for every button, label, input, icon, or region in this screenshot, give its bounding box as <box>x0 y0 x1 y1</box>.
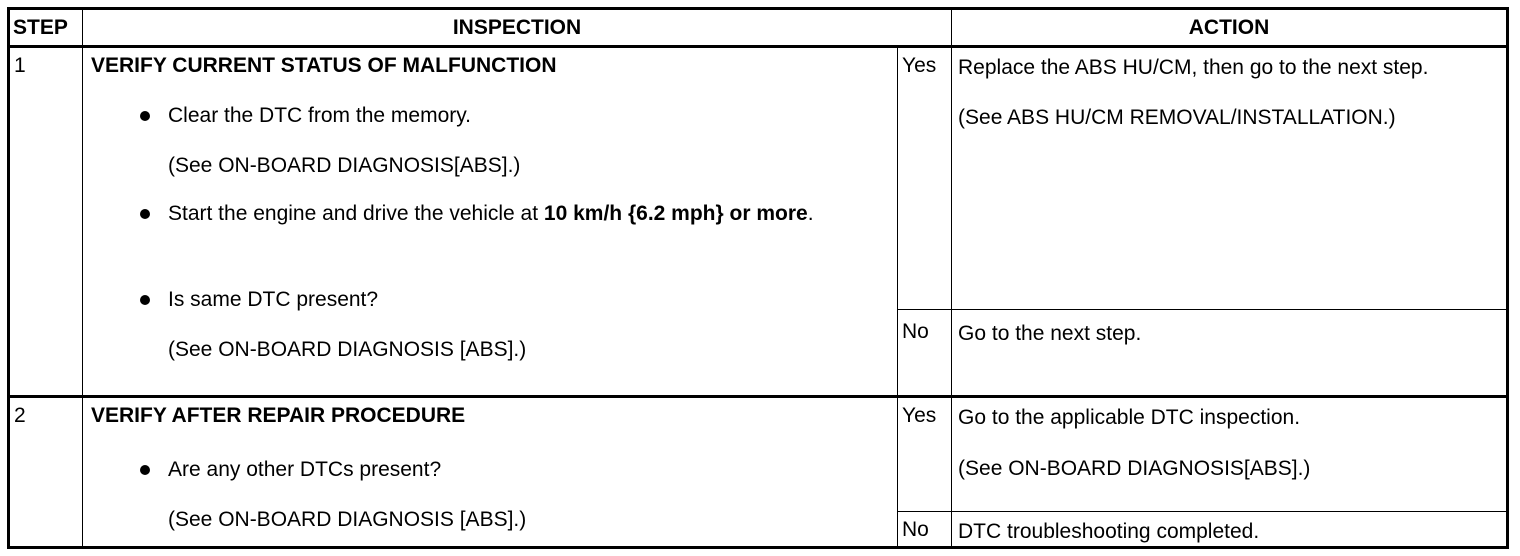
inspection-cell <box>83 397 898 548</box>
action-header: ACTION <box>952 9 1508 47</box>
bullet-icon <box>140 465 150 475</box>
bullet-icon <box>140 111 150 121</box>
bullet-text: Clear the DTC from the memory. <box>168 104 472 128</box>
action-reference: (See ABS HU/CM REMOVAL/INSTALLATION.) <box>958 105 1396 129</box>
action-text: Replace the ABS HU/CM, then go to the next step. <box>958 56 1429 80</box>
bullet-item <box>91 200 897 286</box>
inspection-header: INSPECTION <box>83 9 952 47</box>
yes-label: Yes <box>898 397 952 512</box>
no-action-cell <box>952 511 1508 547</box>
bullet-icon <box>140 209 150 219</box>
yes-label: Yes <box>898 47 952 309</box>
step-number: 1 <box>9 47 83 397</box>
bullet-text: Start the engine and drive the vehicle at <box>168 202 544 226</box>
no-label: No <box>898 309 952 396</box>
bullet-item <box>91 456 897 508</box>
bullet-item <box>91 102 897 154</box>
bullet-icon <box>140 295 150 305</box>
reference-text: (See ON-BOARD DIAGNOSIS [ABS].) <box>168 508 527 532</box>
bullet-text-end: . <box>807 202 814 226</box>
action-text: Go to the applicable DTC inspection. <box>958 406 1301 430</box>
bullet-text: Is same DTC present? <box>168 288 379 312</box>
table-row <box>9 397 1508 512</box>
reference-text: (See ON-BOARD DIAGNOSIS [ABS].) <box>168 338 527 362</box>
yes-action-cell <box>952 397 1508 512</box>
bullet-item <box>91 286 897 338</box>
yes-action-cell <box>952 47 1508 309</box>
table-row <box>9 47 1508 309</box>
action-text: Go to the next step. <box>958 321 1142 345</box>
step-number: 2 <box>9 397 83 548</box>
no-action-cell <box>952 309 1508 396</box>
no-label: No <box>898 511 952 547</box>
bullet-text: Are any other DTCs present? <box>168 458 442 482</box>
reference-text: (See ON-BOARD DIAGNOSIS[ABS].) <box>168 154 521 178</box>
header-row <box>9 9 1508 47</box>
inspection-title: VERIFY AFTER REPAIR PROCEDURE <box>91 404 466 428</box>
inspection-title: VERIFY CURRENT STATUS OF MALFUNCTION <box>91 54 557 78</box>
bullet-text-bold: 10 km/h {6.2 mph} or more <box>543 202 808 226</box>
action-text: DTC troubleshooting completed. <box>958 519 1260 543</box>
action-reference: (See ON-BOARD DIAGNOSIS[ABS].) <box>958 457 1311 481</box>
troubleshooting-table <box>7 7 1509 549</box>
step-header: STEP <box>9 9 83 47</box>
inspection-cell <box>83 47 898 397</box>
